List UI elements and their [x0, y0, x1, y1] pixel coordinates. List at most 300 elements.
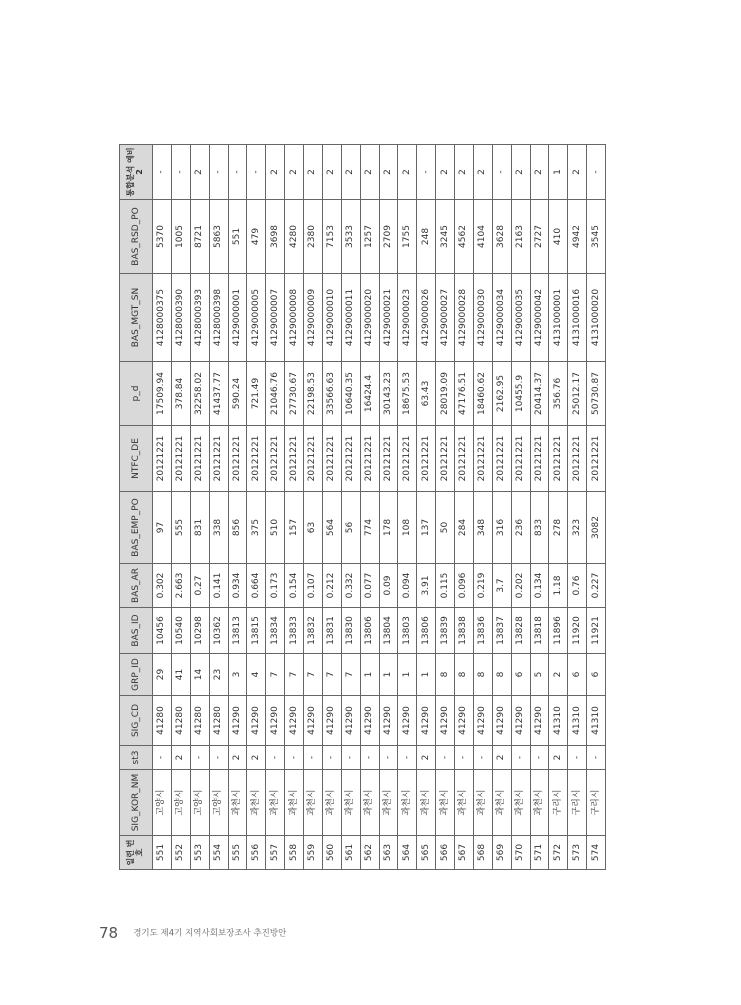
table-cell: - [171, 145, 190, 200]
table-row [153, 145, 172, 870]
table-cell: 2 [549, 654, 568, 696]
table-cell: - [341, 746, 360, 770]
table-cell: 338 [209, 492, 228, 564]
table-cell: 41290 [247, 696, 266, 746]
table-cell: 0.302 [153, 564, 172, 608]
table-cell: 10456 [153, 608, 172, 654]
table-cell: - [285, 746, 304, 770]
table-cell: 과천시 [492, 770, 511, 836]
table-row [322, 145, 341, 870]
table-cell: 4129000010 [322, 274, 341, 362]
table-cell: 41290 [530, 696, 549, 746]
table-cell: 5370 [153, 200, 172, 274]
table-cell: 2 [530, 145, 549, 200]
table-cell: 20121221 [190, 426, 209, 492]
table-cell: 557 [266, 836, 285, 870]
table-cell: 17509.94 [153, 362, 172, 426]
table-cell: 41280 [153, 696, 172, 746]
table-cell: 41290 [379, 696, 398, 746]
table-cell: 13834 [266, 608, 285, 654]
table-cell: 과천시 [360, 770, 379, 836]
table-cell: 4562 [455, 200, 474, 274]
table-cell: 248 [417, 200, 436, 274]
table-row [266, 145, 285, 870]
table-cell: 559 [304, 836, 323, 870]
table-cell: 562 [360, 836, 379, 870]
table-cell: 25012.17 [568, 362, 587, 426]
table-cell: 323 [568, 492, 587, 564]
table-cell: 553 [190, 836, 209, 870]
table-cell: 2709 [379, 200, 398, 274]
table-cell: 20121221 [587, 426, 606, 492]
table-cell: - [360, 746, 379, 770]
table-cell: 5 [530, 654, 549, 696]
table-cell: 13837 [492, 608, 511, 654]
table-cell: 14 [190, 654, 209, 696]
table-cell: 564 [398, 836, 417, 870]
table-cell: 568 [473, 836, 492, 870]
table-cell: 6 [511, 654, 530, 696]
table-cell: 4129000020 [360, 274, 379, 362]
table-cell: 556 [247, 836, 266, 870]
table-cell: 20121221 [266, 426, 285, 492]
table-cell: 2 [304, 145, 323, 200]
table-cell: 구리시 [587, 770, 606, 836]
table-cell: 4131000001 [549, 274, 568, 362]
table-cell: 555 [228, 836, 247, 870]
table-cell: 4128000375 [153, 274, 172, 362]
table-row [530, 145, 549, 870]
table-cell: 20121221 [530, 426, 549, 492]
table-cell: 과천시 [341, 770, 360, 836]
table-cell: 2 [228, 746, 247, 770]
table-cell: 4129000026 [417, 274, 436, 362]
table-cell: 856 [228, 492, 247, 564]
table-row [304, 145, 323, 870]
table-cell: 560 [322, 836, 341, 870]
table-row [247, 145, 266, 870]
table-cell: 0.934 [228, 564, 247, 608]
column-header: BAS_EMP_PO [120, 492, 153, 564]
table-cell: 20414.37 [530, 362, 549, 426]
table-cell: 20121221 [341, 426, 360, 492]
table-cell: 16424.4 [360, 362, 379, 426]
table-cell: - [153, 145, 172, 200]
table-cell: 410 [549, 200, 568, 274]
column-header: 일련 번호 [120, 836, 153, 870]
table-cell: 4131000020 [587, 274, 606, 362]
table-row [417, 145, 436, 870]
table-cell: 574 [587, 836, 606, 870]
table-cell: 566 [436, 836, 455, 870]
table-cell: 558 [285, 836, 304, 870]
table-cell: 2162.95 [492, 362, 511, 426]
table-cell: 20121221 [285, 426, 304, 492]
table-row [511, 145, 530, 870]
table-cell: 20121221 [247, 426, 266, 492]
table-cell: 41280 [171, 696, 190, 746]
table-cell: 0.173 [266, 564, 285, 608]
table-cell: 479 [247, 200, 266, 274]
table-cell: 2380 [304, 200, 323, 274]
table-cell: 7153 [322, 200, 341, 274]
table-cell: 1 [379, 654, 398, 696]
table-row [549, 145, 568, 870]
table-cell: 63.43 [417, 362, 436, 426]
table-cell: 4129000011 [341, 274, 360, 362]
table-cell: 20121221 [360, 426, 379, 492]
table-cell: 41 [171, 654, 190, 696]
page-footer [99, 922, 286, 942]
table-cell: 고양시 [153, 770, 172, 836]
table-cell: - [190, 746, 209, 770]
table-row [341, 145, 360, 870]
table-cell: 13804 [379, 608, 398, 654]
table-cell: 774 [360, 492, 379, 564]
table-cell: 20121221 [492, 426, 511, 492]
rotated-table-container [119, 145, 606, 870]
table-cell: 32258.02 [190, 362, 209, 426]
table-cell: 과천시 [379, 770, 398, 836]
table-cell: 고양시 [209, 770, 228, 836]
document-title: 경기도 제4기 지역사회보장조사 추진방안 [133, 928, 287, 939]
table-cell: 0.134 [530, 564, 549, 608]
table-cell: 29 [153, 654, 172, 696]
table-cell: 2 [190, 145, 209, 200]
table-cell: 7 [304, 654, 323, 696]
table-cell: 41437.77 [209, 362, 228, 426]
table-cell: 2 [436, 145, 455, 200]
table-cell: 7 [285, 654, 304, 696]
table-row [492, 145, 511, 870]
table-cell: 833 [530, 492, 549, 564]
table-cell: 3082 [587, 492, 606, 564]
table-cell: - [436, 746, 455, 770]
table-cell: 284 [455, 492, 474, 564]
table-cell: - [417, 145, 436, 200]
table-cell: 0.09 [379, 564, 398, 608]
table-cell: 41290 [417, 696, 436, 746]
table-cell: 567 [455, 836, 474, 870]
table-cell: 378.84 [171, 362, 190, 426]
table-cell: 4129000007 [266, 274, 285, 362]
table-cell: 563 [379, 836, 398, 870]
table-cell: 0.141 [209, 564, 228, 608]
table-cell: 4131000016 [568, 274, 587, 362]
table-cell: 과천시 [228, 770, 247, 836]
column-header: BAS_MGT_SN [120, 274, 153, 362]
column-header: st3 [120, 746, 153, 770]
table-cell: 4128000390 [171, 274, 190, 362]
table-cell: 565 [417, 836, 436, 870]
table-cell: 13813 [228, 608, 247, 654]
table-cell: 4129000023 [398, 274, 417, 362]
table-cell: 41290 [455, 696, 474, 746]
table-cell: 0.212 [322, 564, 341, 608]
table-cell: 8 [436, 654, 455, 696]
table-cell: 41290 [492, 696, 511, 746]
table-cell: 11920 [568, 608, 587, 654]
table-cell: 561 [341, 836, 360, 870]
table-cell: 0.202 [511, 564, 530, 608]
table-cell: 4129000021 [379, 274, 398, 362]
table-cell: - [209, 746, 228, 770]
table-cell: 13806 [360, 608, 379, 654]
table-cell: 2 [549, 746, 568, 770]
table-cell: 0.154 [285, 564, 304, 608]
table-cell: 108 [398, 492, 417, 564]
table-cell: 13836 [473, 608, 492, 654]
table-cell: 28019.09 [436, 362, 455, 426]
table-cell: 41290 [322, 696, 341, 746]
table-cell: - [266, 746, 285, 770]
table-cell: 20121221 [473, 426, 492, 492]
table-cell: - [398, 746, 417, 770]
table-header [120, 145, 153, 870]
table-cell: 348 [473, 492, 492, 564]
table-cell: 27730.67 [285, 362, 304, 426]
table-cell: 구리시 [568, 770, 587, 836]
table-cell: 과천시 [530, 770, 549, 836]
table-cell: 569 [492, 836, 511, 870]
table-row [171, 145, 190, 870]
column-header: BAS_ID [120, 608, 153, 654]
table-cell: 41290 [473, 696, 492, 746]
table-cell: 41280 [190, 696, 209, 746]
table-cell: 10540 [171, 608, 190, 654]
table-cell: 5863 [209, 200, 228, 274]
table-cell: 0.27 [190, 564, 209, 608]
table-cell: 13818 [530, 608, 549, 654]
table-cell: 3.91 [417, 564, 436, 608]
table-cell: 375 [247, 492, 266, 564]
table-cell: - [473, 746, 492, 770]
table-cell: 8 [455, 654, 474, 696]
table-cell: 0.096 [455, 564, 474, 608]
table-row [436, 145, 455, 870]
table-cell: 2 [379, 145, 398, 200]
table-cell: 3628 [492, 200, 511, 274]
table-cell: 20121221 [417, 426, 436, 492]
table-cell: 13832 [304, 608, 323, 654]
table-cell: 157 [285, 492, 304, 564]
column-header: SIG_KOR_NM [120, 770, 153, 836]
column-header: BAS_RSD_PO [120, 200, 153, 274]
table-cell: 4942 [568, 200, 587, 274]
table-cell: 10455.9 [511, 362, 530, 426]
table-cell: 2727 [530, 200, 549, 274]
table-cell: 41310 [568, 696, 587, 746]
table-cell: 4104 [473, 200, 492, 274]
table-cell: 4129000042 [530, 274, 549, 362]
table-cell: 41290 [511, 696, 530, 746]
column-header: SIG_CD [120, 696, 153, 746]
table-cell: 8 [492, 654, 511, 696]
table-cell: 과천시 [266, 770, 285, 836]
table-cell: 4128000398 [209, 274, 228, 362]
table-cell: 0.094 [398, 564, 417, 608]
table-cell: 과천시 [417, 770, 436, 836]
table-cell: 4129000030 [473, 274, 492, 362]
table-cell: 20121221 [304, 426, 323, 492]
table-cell: 11921 [587, 608, 606, 654]
data-table [119, 144, 606, 870]
table-cell: 18460.62 [473, 362, 492, 426]
table-cell: 13831 [322, 608, 341, 654]
table-cell: 11896 [549, 608, 568, 654]
table-cell: 13806 [417, 608, 436, 654]
table-cell: 2 [398, 145, 417, 200]
table-row [285, 145, 304, 870]
table-cell: 20121221 [568, 426, 587, 492]
table-cell: 41290 [266, 696, 285, 746]
table-cell: 0.107 [304, 564, 323, 608]
table-row [190, 145, 209, 870]
table-cell: 고양시 [171, 770, 190, 836]
table-cell: 2 [247, 746, 266, 770]
table-row [398, 145, 417, 870]
table-row [379, 145, 398, 870]
table-cell: 과천시 [304, 770, 323, 836]
table-row [360, 145, 379, 870]
table-cell: 2163 [511, 200, 530, 274]
table-cell: 20121221 [153, 426, 172, 492]
table-cell: 20121221 [549, 426, 568, 492]
table-cell: 178 [379, 492, 398, 564]
table-cell: 2 [360, 145, 379, 200]
table-cell: 2 [322, 145, 341, 200]
table-cell: 13803 [398, 608, 417, 654]
table-cell: 4129000008 [285, 274, 304, 362]
table-cell: 20121221 [379, 426, 398, 492]
column-header: p_d [120, 362, 153, 426]
table-cell: 6 [568, 654, 587, 696]
table-cell: 356.76 [549, 362, 568, 426]
table-cell: 555 [171, 492, 190, 564]
table-cell: 50 [436, 492, 455, 564]
table-row [587, 145, 606, 870]
table-cell: 573 [568, 836, 587, 870]
table-cell: 과천시 [247, 770, 266, 836]
table-cell: 137 [417, 492, 436, 564]
table-cell: 4280 [285, 200, 304, 274]
table-cell: 10640.35 [341, 362, 360, 426]
table-cell: 4 [247, 654, 266, 696]
table-cell: 2 [341, 145, 360, 200]
table-cell: 10298 [190, 608, 209, 654]
table-cell: 2 [473, 145, 492, 200]
table-cell: 과천시 [398, 770, 417, 836]
table-cell: 571 [530, 836, 549, 870]
table-cell: 6 [587, 654, 606, 696]
table-cell: 구리시 [549, 770, 568, 836]
table-cell: 2 [511, 145, 530, 200]
table-cell: 50730.87 [587, 362, 606, 426]
table-cell: 13815 [247, 608, 266, 654]
table-cell: 41290 [285, 696, 304, 746]
table-cell: 3245 [436, 200, 455, 274]
table-cell: 20121221 [511, 426, 530, 492]
table-cell: 21046.76 [266, 362, 285, 426]
table-cell: 과천시 [436, 770, 455, 836]
table-cell: 3545 [587, 200, 606, 274]
table-cell: 2.663 [171, 564, 190, 608]
table-cell: - [322, 746, 341, 770]
table-cell: 20121221 [322, 426, 341, 492]
table-cell: 41310 [587, 696, 606, 746]
table-cell: - [587, 145, 606, 200]
column-header: BAS_AR [120, 564, 153, 608]
table-cell: - [209, 145, 228, 200]
table-cell: - [492, 145, 511, 200]
table-cell: 3698 [266, 200, 285, 274]
table-cell: 8721 [190, 200, 209, 274]
table-cell: 721.49 [247, 362, 266, 426]
column-header: NTFC_DE [120, 426, 153, 492]
table-cell: 572 [549, 836, 568, 870]
table-cell: 13833 [285, 608, 304, 654]
table-cell: 과천시 [455, 770, 474, 836]
table-cell: 2 [266, 145, 285, 200]
table-cell: 590.24 [228, 362, 247, 426]
table-cell: 564 [322, 492, 341, 564]
table-cell: 1.18 [549, 564, 568, 608]
table-body [153, 145, 606, 870]
table-row [228, 145, 247, 870]
table-cell: - [455, 746, 474, 770]
table-cell: 41290 [398, 696, 417, 746]
table-cell: 41290 [341, 696, 360, 746]
table-cell: - [511, 746, 530, 770]
table-cell: 0.219 [473, 564, 492, 608]
header-row [120, 145, 153, 870]
table-cell: 4129000009 [304, 274, 323, 362]
table-cell: 20121221 [171, 426, 190, 492]
table-cell: 22198.53 [304, 362, 323, 426]
table-cell: 510 [266, 492, 285, 564]
table-cell: 4128000393 [190, 274, 209, 362]
table-cell: 0.077 [360, 564, 379, 608]
table-cell: 63 [304, 492, 323, 564]
table-cell: - [379, 746, 398, 770]
table-cell: 551 [228, 200, 247, 274]
table-cell: 33566.63 [322, 362, 341, 426]
table-cell: 과천시 [511, 770, 530, 836]
table-cell: 4129000034 [492, 274, 511, 362]
column-header: 통합분석 예비2 [120, 145, 153, 200]
table-cell: 56 [341, 492, 360, 564]
table-cell: 3533 [341, 200, 360, 274]
table-cell: 20121221 [398, 426, 417, 492]
table-row [568, 145, 587, 870]
table-cell: 2 [285, 145, 304, 200]
table-cell: 2 [417, 746, 436, 770]
table-cell: 41290 [228, 696, 247, 746]
table-cell: 47176.51 [455, 362, 474, 426]
table-cell: 0.332 [341, 564, 360, 608]
table-cell: 0.76 [568, 564, 587, 608]
page-number: 78 [99, 923, 119, 942]
table-cell: 2 [171, 746, 190, 770]
table-cell: 2 [492, 746, 511, 770]
table-cell: 41310 [549, 696, 568, 746]
table-cell: 2 [568, 145, 587, 200]
table-cell: 8 [473, 654, 492, 696]
table-cell: 3 [228, 654, 247, 696]
column-header: GRP_ID [120, 654, 153, 696]
table-cell: 13838 [455, 608, 474, 654]
table-cell: 1 [360, 654, 379, 696]
